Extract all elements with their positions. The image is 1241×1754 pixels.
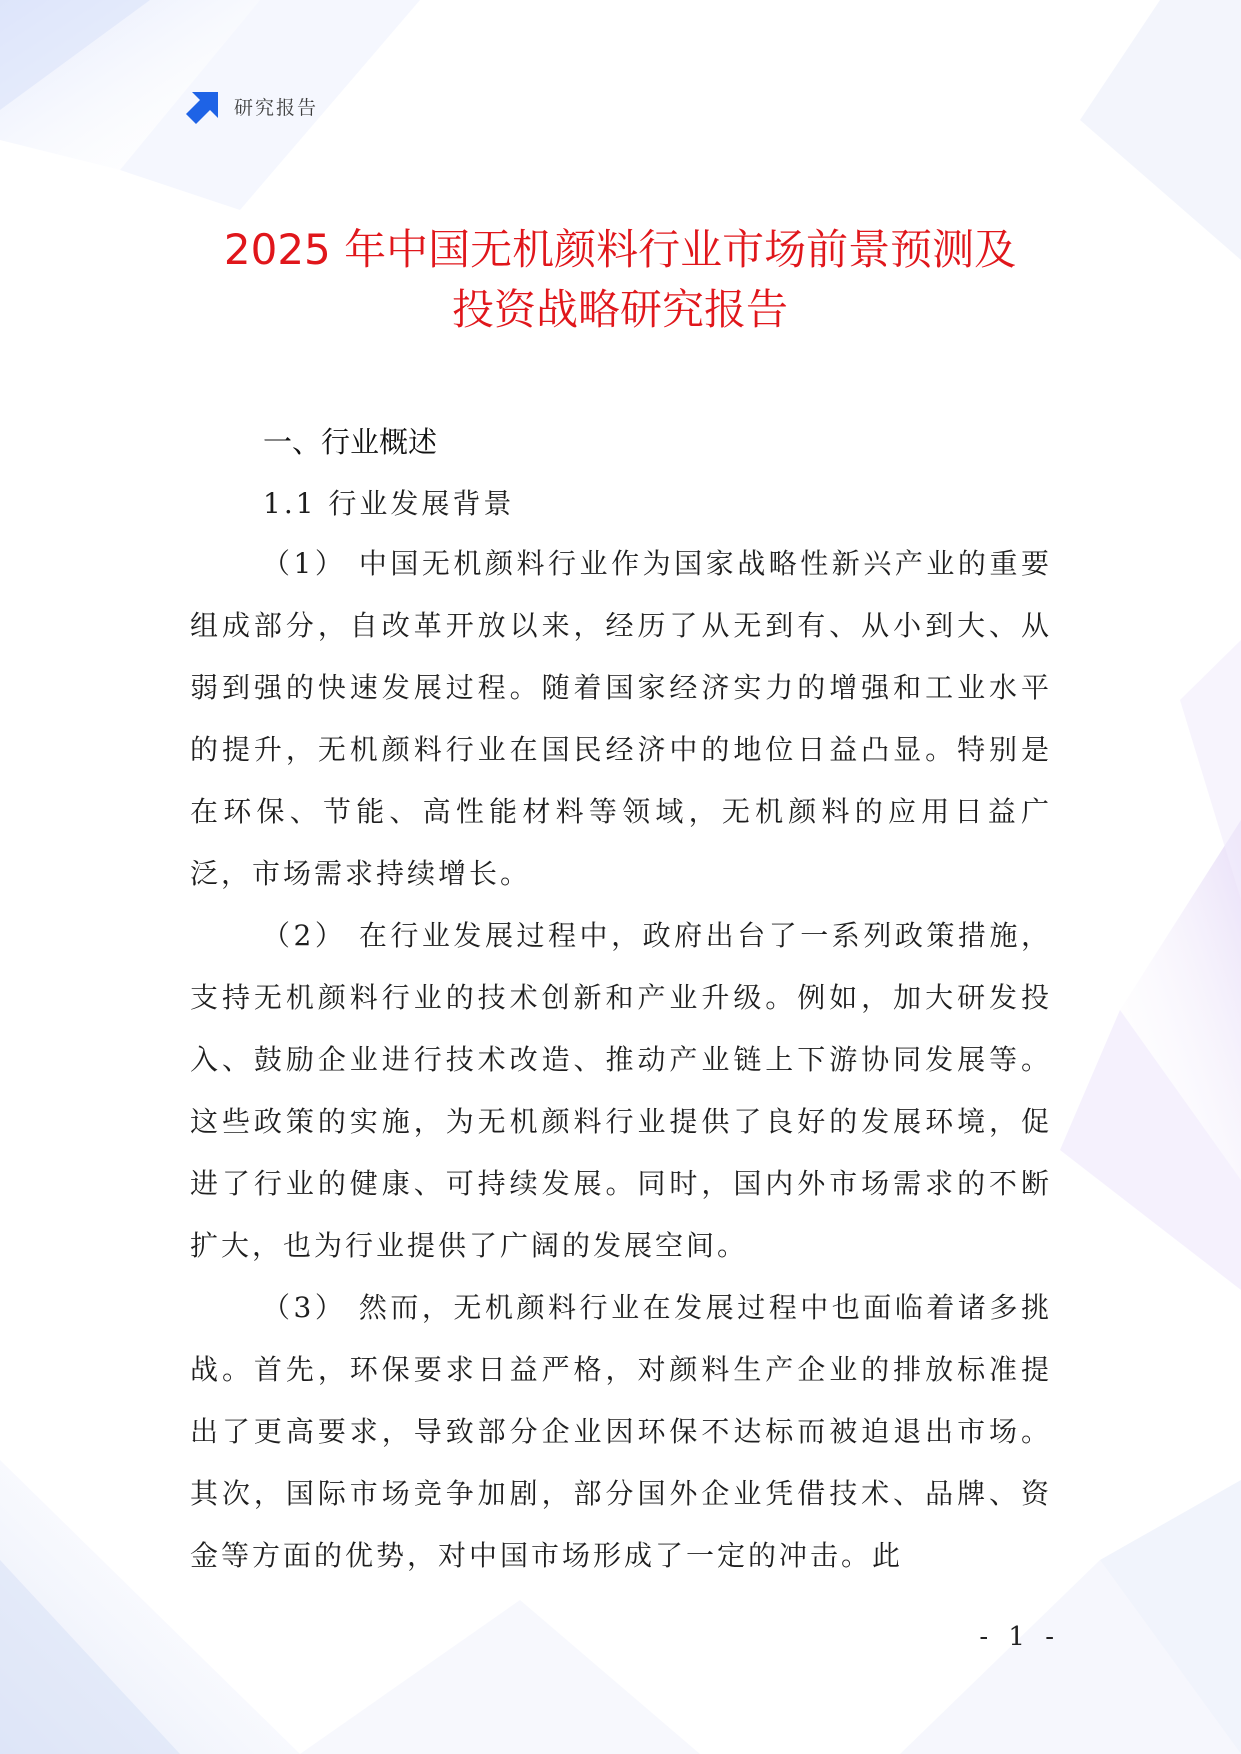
body-text (190, 533, 1052, 1587)
title-line-1: 2025 年中国无机颜料行业市场前景预测及 (223, 225, 1017, 274)
section-heading: 一、行业概述 (263, 425, 438, 459)
paragraph-1: （1） 中国无机颜料行业作为国家战略性新兴产业的重要组成部分，自改革开放以来，经历了从无到有、从小到大、从弱到强的快速发展过程。随着国家经济实力的增强和工业水平的提升，无机颜料行业在国民经济中的地位日益凸显。特别是在环保、节能、高性能材料等领域，无机颜料的应用日益广泛，市场需求持续增长。 (190, 547, 1052, 890)
arrow-up-right-icon (186, 88, 222, 124)
paragraph-2: （2） 在行业发展过程中，政府出台了一系列政策措施，支持无机颜料行业的技术创新和产业升级。例如，加大研发投入、鼓励企业进行技术改造、推动产业链上下游协同发展等。这些政策的实施，为无机颜料行业提供了良好的发展环境，促进了行业的健康、可持续发展。同时，国内外市场需求的不断扩大，也为行业提供了广阔的发展空间。 (190, 919, 1052, 1262)
report-header (186, 88, 318, 124)
page-number: - 1 - (979, 1622, 1060, 1652)
sub-heading: 1.1 行业发展背景 (263, 487, 515, 520)
paragraph-3: （3） 然而，无机颜料行业在发展过程中也面临着诸多挑战。首先，环保要求日益严格，对颜料生产企业的排放标准提出了更高要求，导致部分企业因环保不达标而被迫退出市场。其次，国际市场竞争加剧，部分国外企业凭借技术、品牌、资金等方面的优势，对中国市场形成了一定的冲击。此 (190, 1291, 1052, 1572)
title-line-2: 投资战略研究报告 (451, 285, 788, 334)
header-label: 研究报告 (234, 96, 319, 119)
report-title (120, 220, 1120, 340)
